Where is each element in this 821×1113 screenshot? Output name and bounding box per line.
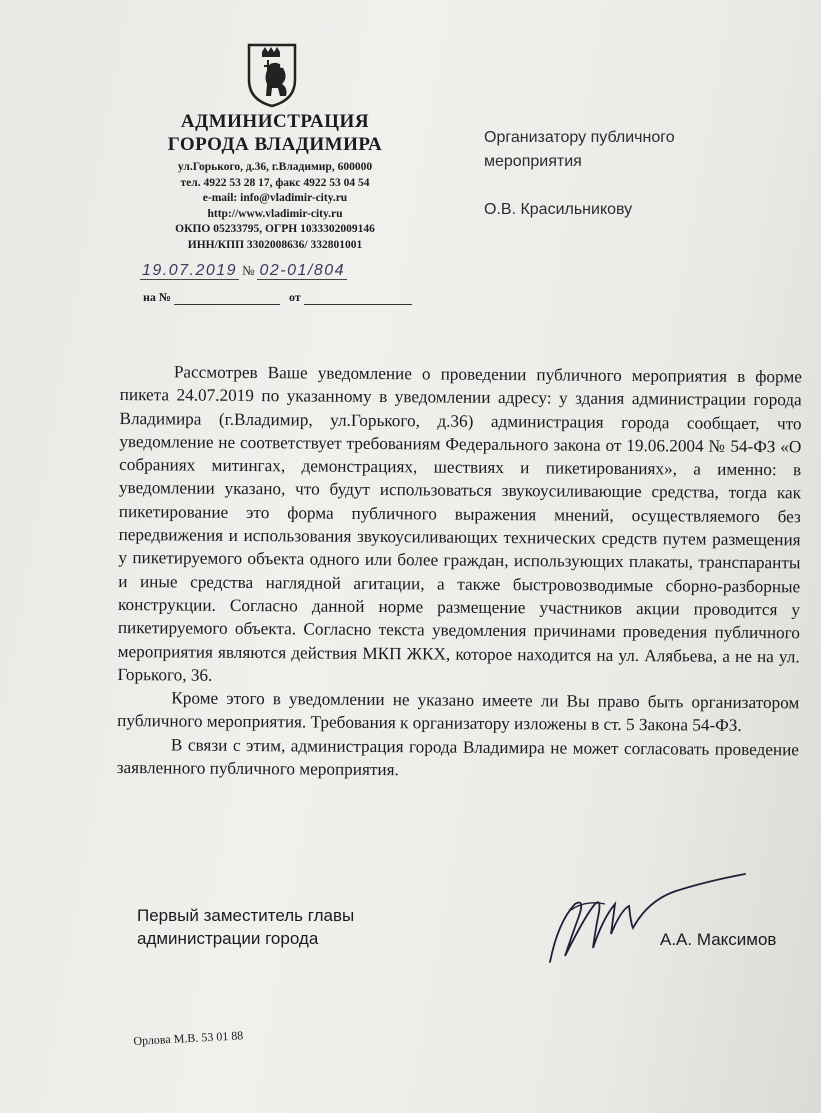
incoming-date-blank — [304, 304, 412, 305]
outgoing-number-label: № — [242, 263, 255, 278]
organization-name-line2: ГОРОДА ВЛАДИМИРА — [167, 134, 383, 155]
signer-position-line2: администрации города — [137, 929, 319, 948]
recipient-name: О.В. Красильникову — [484, 201, 633, 218]
recipient-block — [484, 126, 675, 222]
org-website: http://www.vladimir-city.ru — [207, 207, 343, 220]
incoming-number-blank — [174, 304, 280, 305]
handwritten-signature — [545, 870, 755, 970]
recipient-line2: мероприятия — [484, 153, 582, 170]
letter-body — [117, 360, 802, 785]
signer-position — [137, 904, 354, 950]
org-okpo-ogrn: ОКПО 05233795, ОГРН 1033302009146 — [175, 223, 375, 235]
outgoing-number: 02-01/804 — [259, 262, 346, 279]
executor-contact: Орлова М.В. 53 01 88 — [133, 1028, 244, 1048]
body-paragraph-1: Рассмотрев Ваше уведомление о проведении публичного мероприятия в форме пикета 24.07.2019 по указанному в уведомлении адресу: у здания администрации города Владимира (г.Владимир, ул.Горького, д.36) администрация города сообщает, что уведомление не соответствует требованиям Федерального закона от 19.06.2004 № 54-ФЗ «О собраниях митингах, демонстрациях, шествиях и пикетированиях», а именно: в уведомлении указано, что будут использоваться звукоусиливающие средства, тогда как пикетирование это форма публичного выражения мнений, осуществляемого без передвижения и использования звукоусиливающих технических средств путем размещения у пикетируемого объекта одного или более граждан, использующих плакаты, транспаранты и иные средства наглядной агитации, а также быстровозводимые сборно-разборные конструкции. Согласно данной норме размещение участников акции проводится у пикетируемого объекта. Согласно текста уведомления причинами проведения публичного мероприятия являются действия МКП ЖКХ, которое находится на ул. Алябьева, а не на ул. Горького, 36. — [117, 362, 802, 685]
recipient-line1: Организатору публичного — [484, 129, 675, 146]
incoming-number-label: на № — [143, 290, 171, 304]
outgoing-date: 19.07.2019 — [142, 262, 238, 279]
letterhead — [110, 110, 440, 253]
city-coat-of-arms-icon — [246, 42, 298, 108]
incoming-from-label: от — [288, 290, 301, 304]
org-email: e-mail: info@vladimir-city.ru — [202, 192, 348, 204]
org-address: ул.Горького, д.36, г.Владимир, 600000 — [177, 161, 373, 173]
organization-name-line1: АДМИНИСТРАЦИЯ — [180, 111, 370, 132]
signer-name: А.А. Максимов — [660, 930, 777, 949]
body-paragraph-3: В связи с этим, администрация города Владимира не может согласовать проведение заявленного публичного мероприятия. — [116, 735, 800, 780]
org-inn-kpp: ИНН/КПП 3302008636/ 332801001 — [187, 238, 363, 251]
org-phone-fax: тел. 4922 53 28 17, факс 4922 53 04 54 — [180, 176, 370, 189]
outgoing-date-number — [140, 262, 347, 280]
signer-position-line1: Первый заместитель главы — [137, 906, 355, 925]
body-paragraph-2: Кроме этого в уведомлении не указано имеете ли Вы право быть организатором публичного мероприятия. Требования к организатору изложены в ст. 5 Закона 54-ФЗ. — [117, 688, 800, 736]
incoming-reference-row — [143, 290, 412, 305]
